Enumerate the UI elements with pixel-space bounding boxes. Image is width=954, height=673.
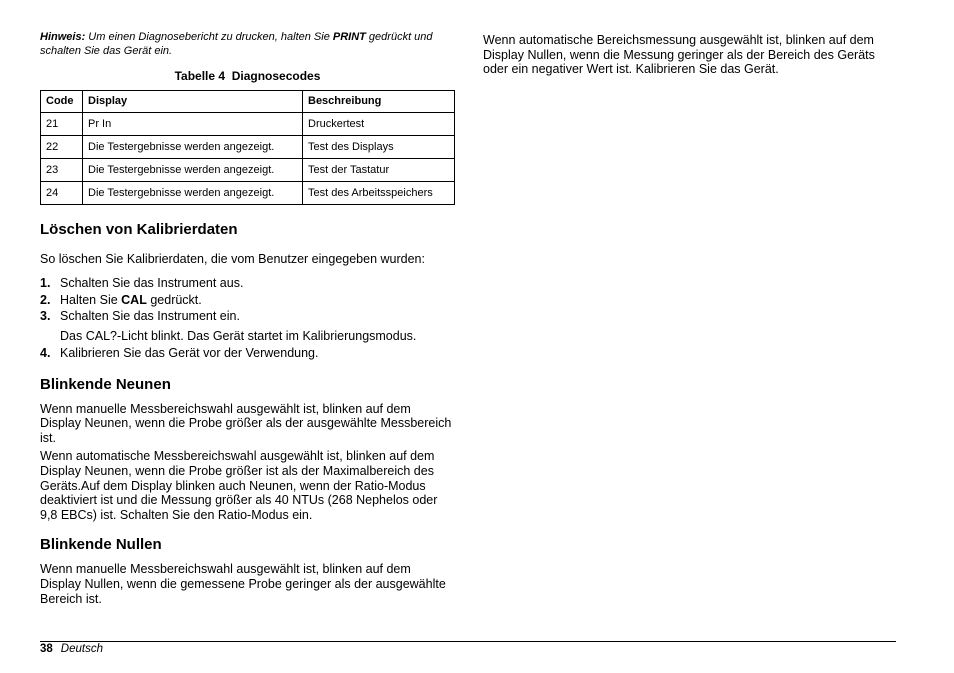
calibration-steps-continued [40,345,455,362]
nines-heading: Blinkende Neunen [40,375,171,393]
page-number: 38 [40,643,53,655]
table-row [41,158,455,181]
nines-paragraph-1: Wenn manuelle Messbereichswahl ausgewählt ist, blinken auf dem Display Neunen, wenn die Probe größer als der ausgewählte Messbereich ist. [40,401,452,445]
right-column [483,33,896,77]
step-text-after: gedrückt. [146,292,202,307]
calibration-intro: So löschen Sie Kalibrierdaten, die vom Benutzer eingegeben wurden: [40,251,425,266]
step-number: 4. [40,346,51,361]
zeros-paragraph-1: Wenn manuelle Messbereichswahl ausgewählt ist, blinken auf dem Display Nullen, wenn die gemessene Probe geringer als der ausgewählte Bereich ist. [40,562,446,606]
header-description: Beschreibung [303,90,455,112]
table-header-row [41,90,455,112]
step-text: Schalten Sie das Instrument ein. [60,309,240,324]
cell-display: Die Testergebnisse werden angezeigt. [83,135,303,158]
footer-language: Deutsch [60,643,103,655]
diagnostic-codes-table [40,90,455,205]
cell-description: Test der Tastatur [303,158,455,181]
zeros-paragraph-2: Wenn automatische Bereichsmessung ausgewählt ist, blinken auf dem Display Nullen, wenn die Messung geringer als der Bereich des Geräts oder ein negativer Wert ist. Kalibrieren Sie das Gerät. [483,33,875,77]
step-text-before: Halten Sie [60,292,122,307]
step-number: 3. [40,309,51,324]
table-row [41,112,455,135]
note-keyword: PRINT [332,31,366,43]
cell-description: Test des Arbeitsspeichers [303,181,455,204]
print-note [40,30,455,59]
header-display: Display [83,90,303,112]
table-caption: Tabelle 4 Diagnosecodes [174,68,321,83]
list-item [40,292,455,309]
note-text-after: gedrückt und schalten Sie das Gerät ein. [40,31,433,58]
step-keyword: CAL [121,292,147,307]
step-text: Kalibrieren Sie das Gerät vor der Verwendung. [60,346,319,361]
zeros-heading: Blinkende Nullen [40,536,162,554]
step-number: 2. [40,292,51,307]
note-label: Hinweis: [40,31,86,43]
cell-display: Pr In [83,112,303,135]
table-row [41,181,455,204]
cell-code: 24 [41,181,83,204]
cell-description: Druckertest [303,112,455,135]
page-footer [40,643,103,655]
calibration-heading: Löschen von Kalibrierdaten [40,220,238,238]
cell-code: 23 [41,158,83,181]
step-text: Schalten Sie das Instrument aus. [60,276,244,291]
calibration-steps [40,275,455,325]
list-item [40,275,455,292]
table-row [41,135,455,158]
cell-display: Die Testergebnisse werden angezeigt. [83,181,303,204]
cell-code: 22 [41,135,83,158]
step-number: 1. [40,276,51,291]
note-text-before: Um einen Diagnosebericht zu drucken, halten Sie [85,31,333,43]
cell-description: Test des Displays [303,135,455,158]
cell-display: Die Testergebnisse werden angezeigt. [83,158,303,181]
left-column [40,30,455,606]
header-code: Code [41,90,83,112]
list-item [40,308,455,325]
footer-divider [40,641,896,642]
cell-code: 21 [41,112,83,135]
nines-paragraph-2: Wenn automatische Messbereichswahl ausgewählt ist, blinken auf dem Display Neunen, wenn die Probe größer ist als der Maximalbereich des Geräts.Auf dem Display blinken auch Neunen, wenn der Ratio-Modus deaktiviert ist und die Messung größer als 40 NTUs (268 Nephelos oder 9,8 EBCs) ist. Schalten Sie den Ratio-Modus ein. [40,449,438,522]
step-3-result: Das CAL?-Licht blinkt. Das Gerät startet im Kalibrierungsmodus. [60,328,417,343]
list-item [40,345,455,362]
